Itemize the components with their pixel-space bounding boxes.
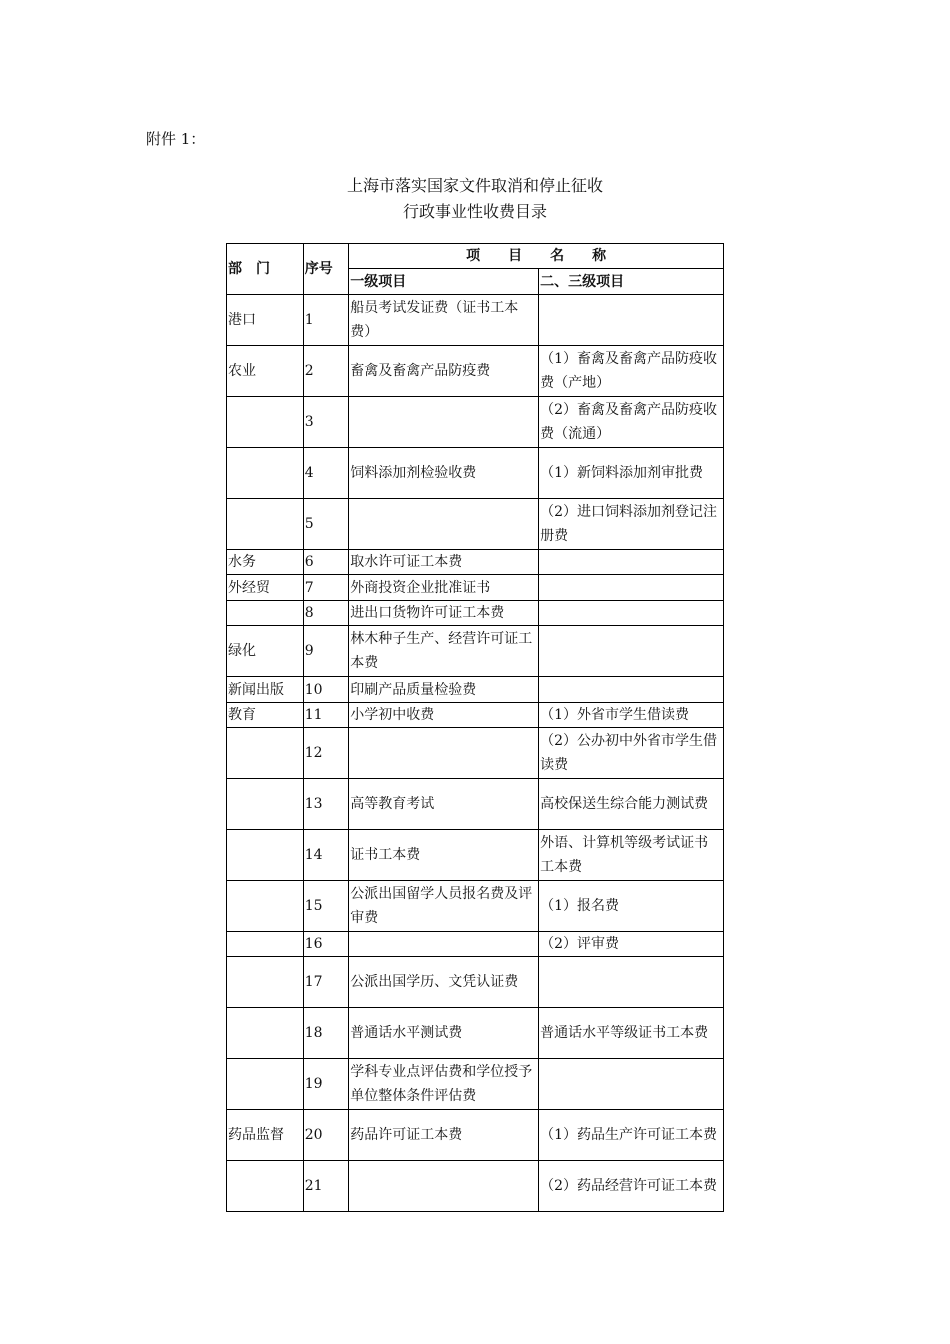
cell-level1-item: 外商投资企业批准证书	[349, 575, 539, 601]
cell-department	[227, 499, 304, 550]
cell-level1-item	[349, 1161, 539, 1212]
cell-level23-item: （2）药品经营许可证工本费	[539, 1161, 724, 1212]
header-department: 部 门	[227, 244, 304, 295]
document-title-line1: 上海市落实国家文件取消和停止征收	[346, 176, 603, 195]
table-row	[227, 779, 724, 830]
cell-level1-item: 取水许可证工本费	[349, 550, 539, 575]
cell-serial: 6	[303, 550, 348, 575]
cell-serial: 7	[303, 575, 348, 601]
cell-department: 外经贸	[227, 575, 304, 601]
cell-department	[227, 728, 304, 779]
cell-serial: 1	[303, 295, 348, 346]
table-row	[227, 448, 724, 499]
cell-level1-item: 印刷产品质量检验费	[349, 677, 539, 703]
cell-level1-item: 进出口货物许可证工本费	[349, 601, 539, 626]
cell-serial: 19	[303, 1059, 348, 1110]
cell-level1-item: 学科专业点评估费和学位授予单位整体条件评估费	[349, 1059, 539, 1110]
cell-department: 药品监督	[227, 1110, 304, 1161]
cell-level23-item: （1）外省市学生借读费	[539, 703, 724, 728]
table-row	[227, 957, 724, 1008]
cell-level1-item: 公派出国学历、文凭认证费	[349, 957, 539, 1008]
cell-department	[227, 1161, 304, 1212]
cell-serial: 21	[303, 1161, 348, 1212]
cell-level23-item: （2）进口饲料添加剂登记注册费	[539, 499, 724, 550]
cell-serial: 13	[303, 779, 348, 830]
header-level1: 一级项目	[349, 269, 539, 295]
cell-level23-item: （2）评审费	[539, 932, 724, 957]
cell-department	[227, 601, 304, 626]
cell-serial: 18	[303, 1008, 348, 1059]
cell-department: 农业	[227, 346, 304, 397]
cell-level23-item	[539, 1059, 724, 1110]
cell-level1-item	[349, 397, 539, 448]
table-row	[227, 677, 724, 703]
table-row	[227, 830, 724, 881]
cell-department: 新闻出版	[227, 677, 304, 703]
cell-level23-item: （1）畜禽及畜禽产品防疫收费（产地）	[539, 346, 724, 397]
cell-department: 港口	[227, 295, 304, 346]
table-row	[227, 703, 724, 728]
cell-department	[227, 932, 304, 957]
cell-serial: 20	[303, 1110, 348, 1161]
cell-level23-item	[539, 295, 724, 346]
cell-level1-item: 高等教育考试	[349, 779, 539, 830]
table-row	[227, 1110, 724, 1161]
table-row	[227, 1059, 724, 1110]
cell-department	[227, 397, 304, 448]
table-row	[227, 397, 724, 448]
cell-level23-item: （2）公办初中外省市学生借读费	[539, 728, 724, 779]
cell-serial: 10	[303, 677, 348, 703]
table-row	[227, 626, 724, 677]
cell-level23-item	[539, 626, 724, 677]
cell-serial: 11	[303, 703, 348, 728]
cell-level1-item: 船员考试发证费（证书工本费）	[349, 295, 539, 346]
table-row	[227, 499, 724, 550]
cell-level1-item: 证书工本费	[349, 830, 539, 881]
header-level23: 二、三级项目	[539, 269, 724, 295]
cell-level23-item: 高校保送生综合能力测试费	[539, 779, 724, 830]
table-row	[227, 728, 724, 779]
cell-level1-item	[349, 499, 539, 550]
cell-level23-item	[539, 677, 724, 703]
cell-serial: 15	[303, 881, 348, 932]
cell-level1-item: 小学初中收费	[349, 703, 539, 728]
attachment-label: 附件 1：	[146, 130, 206, 148]
cell-level1-item: 公派出国留学人员报名费及评审费	[349, 881, 539, 932]
cell-serial: 2	[303, 346, 348, 397]
cell-department: 教育	[227, 703, 304, 728]
table-row	[227, 575, 724, 601]
cell-department	[227, 1008, 304, 1059]
cell-serial: 3	[303, 397, 348, 448]
cell-level1-item: 普通话水平测试费	[349, 1008, 539, 1059]
cell-department	[227, 957, 304, 1008]
cell-serial: 17	[303, 957, 348, 1008]
cell-level1-item	[349, 728, 539, 779]
cell-level1-item: 饲料添加剂检验收费	[349, 448, 539, 499]
cell-level23-item	[539, 957, 724, 1008]
cell-level1-item: 林木种子生产、经营许可证工本费	[349, 626, 539, 677]
cell-level23-item	[539, 550, 724, 575]
cell-department	[227, 1059, 304, 1110]
cell-level23-item: 普通话水平等级证书工本费	[539, 1008, 724, 1059]
cell-department: 水务	[227, 550, 304, 575]
cell-department	[227, 448, 304, 499]
cell-serial: 4	[303, 448, 348, 499]
document-title-line2: 行政事业性收费目录	[402, 202, 547, 221]
table-row	[227, 932, 724, 957]
cell-serial: 16	[303, 932, 348, 957]
cell-level23-item: （1）新饲料添加剂审批费	[539, 448, 724, 499]
cell-serial: 8	[303, 601, 348, 626]
table-row	[227, 295, 724, 346]
cell-serial: 9	[303, 626, 348, 677]
cell-level23-item: （1）报名费	[539, 881, 724, 932]
cell-department	[227, 830, 304, 881]
table-row	[227, 1008, 724, 1059]
header-serial: 序号	[303, 244, 348, 295]
cell-level23-item: （2）畜禽及畜禽产品防疫收费（流通）	[539, 397, 724, 448]
cell-department	[227, 881, 304, 932]
table-row	[227, 1161, 724, 1212]
cell-department	[227, 779, 304, 830]
fee-table	[226, 243, 724, 1212]
cell-serial: 12	[303, 728, 348, 779]
cell-serial: 5	[303, 499, 348, 550]
cell-level23-item	[539, 601, 724, 626]
cell-level1-item	[349, 932, 539, 957]
cell-level23-item	[539, 575, 724, 601]
cell-level23-item: （1）药品生产许可证工本费	[539, 1110, 724, 1161]
cell-serial: 14	[303, 830, 348, 881]
header-item-name: 项 目 名 称	[349, 244, 724, 269]
cell-level1-item: 药品许可证工本费	[349, 1110, 539, 1161]
cell-department: 绿化	[227, 626, 304, 677]
table-row	[227, 881, 724, 932]
cell-level1-item: 畜禽及畜禽产品防疫费	[349, 346, 539, 397]
table-row	[227, 601, 724, 626]
table-row	[227, 346, 724, 397]
table-row	[227, 550, 724, 575]
cell-level23-item: 外语、计算机等级考试证书工本费	[539, 830, 724, 881]
